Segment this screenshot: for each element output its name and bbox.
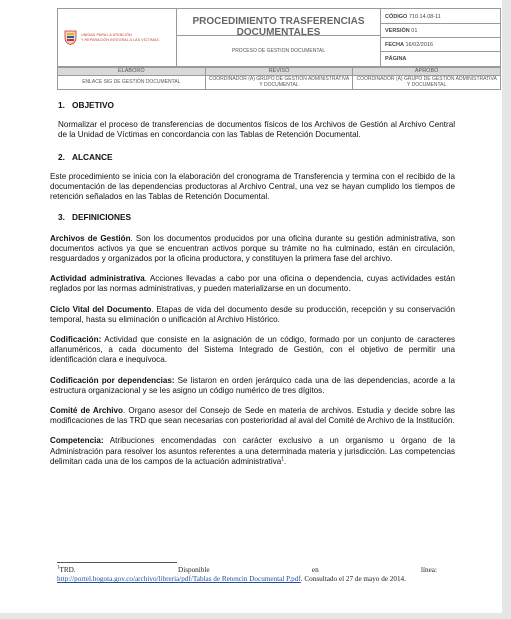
section-heading-objective: 1. OBJETIVO xyxy=(58,100,114,110)
definition-item: Ciclo Vital del Documento. Etapas de vida del documento desde su producción, recepción y su conservación temporal, hasta su eliminación o unificación al Archivo Histórico. xyxy=(50,304,455,324)
shield-icon xyxy=(64,30,77,45)
page-field: PÁGINA xyxy=(385,55,407,62)
definition-item: Codificación: Actividad que consiste en la asignación de un código, formado por un conjunto de caracteres alfanuméricos, a cada documento del Sistema Integrado de Gestión, con el objetivo de permitir una identificación clara e inequívoca. xyxy=(50,335,455,365)
code-value: 710.14.08-11 xyxy=(408,13,441,20)
page-frame-bottom xyxy=(0,613,511,619)
definition-item: Archivos de Gestión. Son los documentos producidos por una oficina durante su gestión administrativa, son documentos activos ya que se encuentran activos porque su trámite no ha culminado, están en circulación, resguardados y organizados por la oficina productora, y constituyen la primera fase del archivo. xyxy=(50,233,455,264)
prepared-by-header: ELABORÓ xyxy=(58,68,206,76)
approved-by-value: COORDINADOR (A) GRUPO DE GESTIÓN ADMINISTRATIVA Y DOCUMENTAL xyxy=(353,76,501,90)
footnote-mark: 1 xyxy=(57,565,60,571)
entity-logo xyxy=(58,30,176,45)
footnote-reference[interactable]: 1 xyxy=(281,456,285,463)
signature-table xyxy=(57,67,501,90)
objective-text: Normalizar el proceso de transferencias de documentos físicos de los Archivos de Gestión al Archivo Central de la Unidad de Víctimas en concordancia con las Tablas de Retención Documental. xyxy=(58,120,455,140)
definition-item: Actividad administrativa. Acciones llevadas a cabo por una oficina o dependencia, cuyas actividades están reglados por las normas administrativas, y pueden materializarse en un documento. xyxy=(50,274,455,294)
definition-item: Codificación por dependencias: Se listaron en orden jerárquico cada una de las dependencias, acorde a la estructura organizacional y se les asigno un código numérico de tres dígitos. xyxy=(50,375,455,395)
footnote: $^1$TRD. Disponible en línea: http://portel.bogota.gov.co/archivo/libreria/pdf/Tablas de Retencin Documental P.pdf. Consultado el 27 de mayo de 2014. xyxy=(57,565,437,584)
meta-cell xyxy=(381,9,501,67)
title-line-2: DOCUMENTALES xyxy=(236,26,321,38)
page-frame-right xyxy=(502,0,511,619)
definition-item: Comité de Archivo. Organo asesor del Consejo de Sede en materia de archivos. Estudia y decide sobre las modificaciones de las TRD que sean necesarias con posterioridad al aval del Comité de Archivo de la Institución. xyxy=(50,406,455,426)
section-heading-scope: 2. ALCANCE xyxy=(58,151,113,162)
title-line-1: PROCEDIMIENTO TRASFERENCIAS xyxy=(192,15,365,27)
footnote-separator xyxy=(57,562,177,563)
footnote-link[interactable]: http://portel.bogota.gov.co/archivo/libreria/pdf/Tablas de Retencin Documental P.pdf xyxy=(57,575,301,584)
logo-line-2: Y REPARACIÓN INTEGRAL A LAS VÍCTIMAS xyxy=(81,37,160,42)
document-header-table xyxy=(57,8,501,67)
approved-by-header: APROBÓ xyxy=(353,68,501,76)
logo-cell xyxy=(58,9,177,67)
reviewed-by-header: REVISÓ xyxy=(205,68,353,76)
version-field: VERSIÓN 01 xyxy=(381,24,500,38)
document-title xyxy=(177,10,380,36)
definition-item: Competencia: Atribuciones encomendadas con carácter exclusivo a un organismo u órgano de la Administración para resolver los asuntos referentes a una determinada materia y jurisdicción. Las competencias delimitan cada una de los campos de la actuación administrativa$^1$. xyxy=(50,436,455,466)
document-body xyxy=(50,100,455,467)
version-value: 01 xyxy=(411,27,418,34)
scope-text: Este procedimiento se inicia con la elaboración del cronograma de Transferencia y termina con el recibido de la documentación de las dependencias productoras al Archivo Central, una vez se hayan cumplido los tiempos de retención señalados en las Tablas de Retención Documental. xyxy=(50,171,455,202)
date-field: FECHA 16/02/2016 xyxy=(381,38,500,52)
section-heading-definitions: 3. DEFINICIONES xyxy=(58,212,132,223)
code-field: CÓDIGO 710.14.08-11 xyxy=(381,10,500,24)
logo-line-1: UNIDAD PARA LA ATENCIÓN xyxy=(81,32,132,37)
reviewed-by-value: COORDINADOR (A) GRUPO DE GESTIÓN ADMINISTRATIVA Y DOCUMENTAL xyxy=(205,76,353,90)
process-name: PROCESO DE GESTION DOCUMENTAL xyxy=(231,47,326,54)
prepared-by-value: ENLACE SIG DE GESTIÓN DOCUMENTAL xyxy=(58,76,206,90)
title-cell xyxy=(177,9,381,67)
date-value: 16/02/2016 xyxy=(405,41,434,48)
